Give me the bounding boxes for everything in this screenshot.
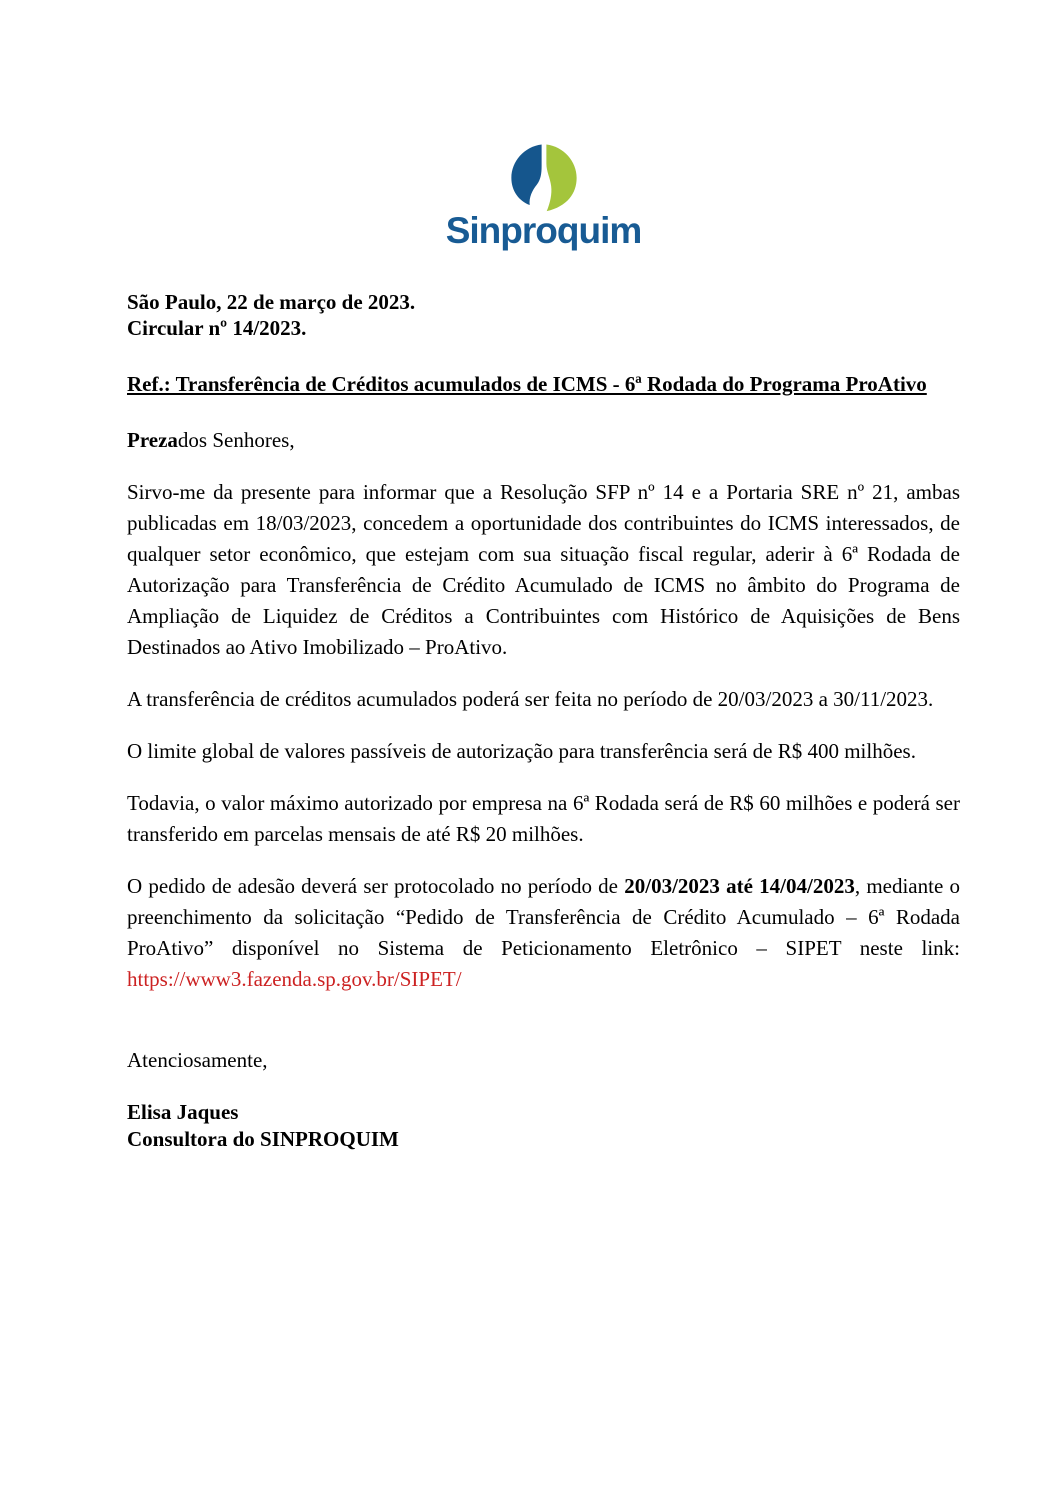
subject-ref-line: Ref.: Transferência de Créditos acumulados de ICMS - 6ª Rodada do Programa ProAtivo xyxy=(127,372,927,396)
signature-name: Elisa Jaques xyxy=(127,1100,239,1124)
circular-number-line: Circular nº 14/2023. xyxy=(127,316,307,340)
sinproquim-leaf-icon xyxy=(510,143,578,214)
application-text-before: O pedido de adesão deverá ser protocolado no período de xyxy=(127,874,625,898)
closing-regards: Atenciosamente, xyxy=(127,1048,268,1072)
signature-role: Consultora do SINPROQUIM xyxy=(127,1127,399,1151)
paragraph-resolution-info: Sirvo-me da presente para informar que a Resolução SFP nº 14 e a Portaria SRE nº 21, ambas publicadas em 18/03/2023, concedem a oportunidade dos contribuintes do ICMS interessados, de qualquer setor econômico, que estejam com sua situação fiscal regular, aderir à 6ª Rodada de Autorização para Transferência de Crédito Acumulado de ICMS no âmbito do Programa de Ampliação de Liquidez de Créditos a Contribuintes com Histórico de Aquisições de Bens Destinados ao Ativo Imobilizado – ProAtivo. xyxy=(127,480,960,659)
sinproquim-logo xyxy=(127,0,960,249)
salutation-regular-part: dos Senhores, xyxy=(177,428,295,452)
paragraph-application-instructions xyxy=(127,871,960,995)
sinproquim-wordmark: Sinproquim xyxy=(445,210,642,251)
application-deadline-dates: 20/03/2023 até 14/04/2023 xyxy=(624,874,855,898)
paragraph-transfer-period: A transferência de créditos acumulados poderá ser feita no período de 20/03/2023 a 30/11/2023. xyxy=(127,687,934,711)
application-text-after: , mediante o preenchimento da solicitação “Pedido de Transferência de Crédito Acumulado – 6ª Rodada ProAtivo” disponível no Sistema de Peticionamento Eletrônico – SIPET neste link: xyxy=(127,874,961,960)
salutation-bold-part: Preza xyxy=(127,428,178,452)
paragraph-global-limit: O limite global de valores passíveis de autorização para transferência será de R$ 400 milhões. xyxy=(127,739,916,763)
paragraph-company-limit: Todavia, o valor máximo autorizado por empresa na 6ª Rodada será de R$ 60 milhões e poderá ser transferido em parcelas mensais de até R$ 20 milhões. xyxy=(127,791,960,846)
sipet-link[interactable]: https://www3.fazenda.sp.gov.br/SIPET/ xyxy=(127,967,462,991)
salutation xyxy=(127,427,960,453)
signature-block xyxy=(127,1099,960,1153)
date-line: São Paulo, 22 de março de 2023. xyxy=(127,290,416,314)
date-block xyxy=(127,289,960,341)
